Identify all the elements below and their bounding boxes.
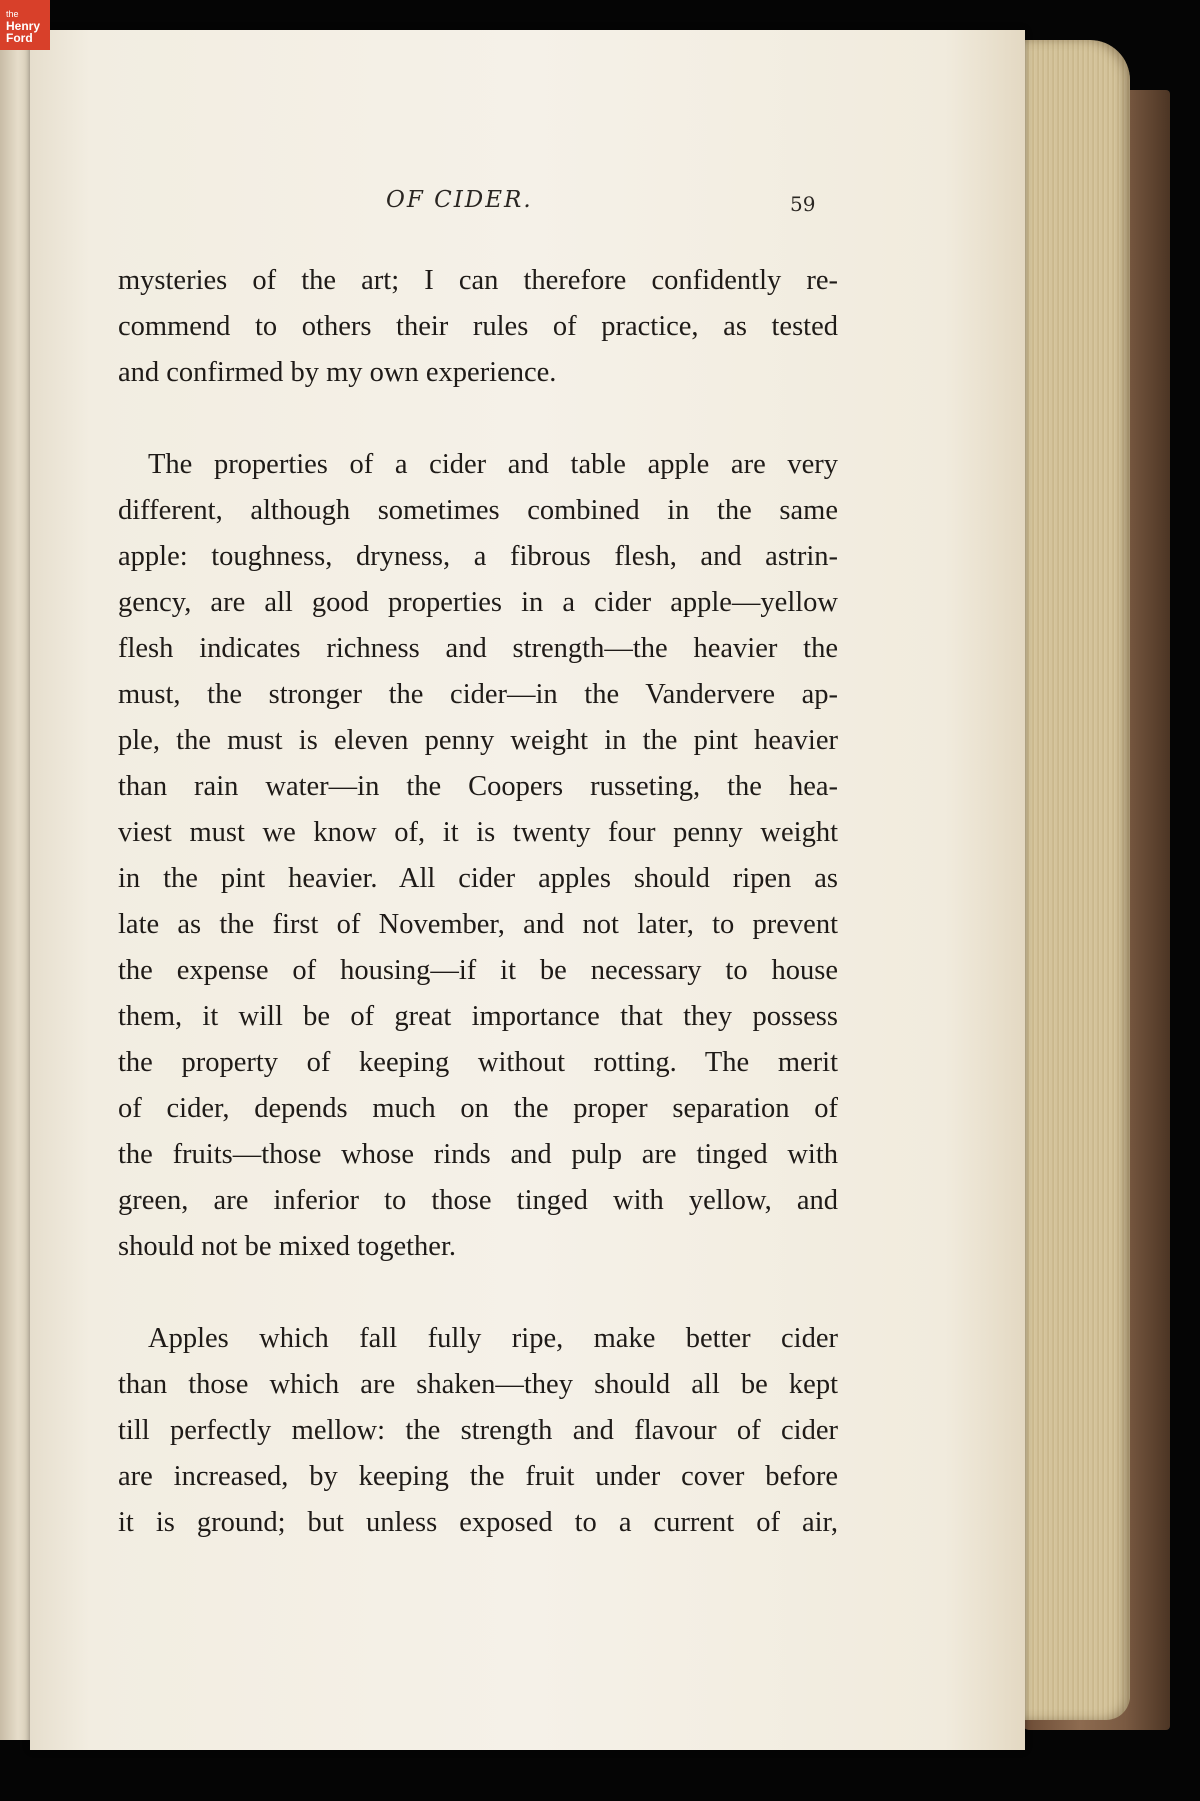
logo-text: Henry [6,19,41,33]
logo-text: the [6,9,19,19]
text-line: than those which are shaken—they should all be kept [118,1369,838,1400]
text-line: late as the first of November, and not later, to prevent [118,909,838,940]
running-head: OF CIDER. [386,187,533,213]
body-text [118,258,838,1546]
paragraph [118,1316,838,1546]
text-line: of cider, depends much on the proper separation of [118,1093,838,1124]
text-line: till perfectly mellow: the strength and flavour of cider [118,1415,838,1446]
text-line: them, it will be of great importance that they possess [118,1001,838,1032]
text-line: ple, the must is eleven penny weight in the pint heavier [118,725,838,756]
text-line: the property of keeping without rotting. The merit [118,1047,838,1078]
text-line: than rain water—in the Coopers russeting, the hea- [118,771,838,802]
paragraph [118,258,838,396]
page-number: 59 [790,192,816,216]
book-page [30,30,1025,1750]
text-line: flesh indicates richness and strength—the heavier the [118,633,838,664]
paragraph-spacer [118,396,838,442]
text-line: apple: toughness, dryness, a fibrous flesh, and astrin- [118,541,838,572]
text-line: and confirmed by my own experience. [118,357,557,388]
text-line: The properties of a cider and table apple are very [148,449,838,480]
henry-ford-logo [0,0,50,50]
text-line: gency, are all good properties in a cider apple—yellow [118,587,838,618]
text-line: mysteries of the art; I can therefore confidently re- [118,265,838,296]
text-line: must, the stronger the cider—in the Vandervere ap- [118,679,838,710]
logo-text: Ford [6,31,33,45]
text-line: the expense of housing—if it be necessary to house [118,955,838,986]
text-line: commend to others their rules of practice, as tested [118,311,838,342]
paragraph-spacer [118,1270,838,1316]
text-line: green, are inferior to those tinged with yellow, and [118,1185,838,1216]
text-line: viest must we know of, it is twenty four penny weight [118,817,838,848]
text-line: the fruits—those whose rinds and pulp are tinged with [118,1139,838,1170]
text-line: it is ground; but unless exposed to a current of air, [118,1507,838,1538]
paragraph [118,442,838,1270]
text-line: should not be mixed together. [118,1231,456,1262]
facing-page-edge [0,40,31,1740]
text-line: are increased, by keeping the fruit under cover before [118,1461,838,1492]
text-line: different, although sometimes combined in the same [118,495,838,526]
text-line: in the pint heavier. All cider apples should ripen as [118,863,838,894]
text-line: Apples which fall fully ripe, make better cider [148,1323,838,1354]
